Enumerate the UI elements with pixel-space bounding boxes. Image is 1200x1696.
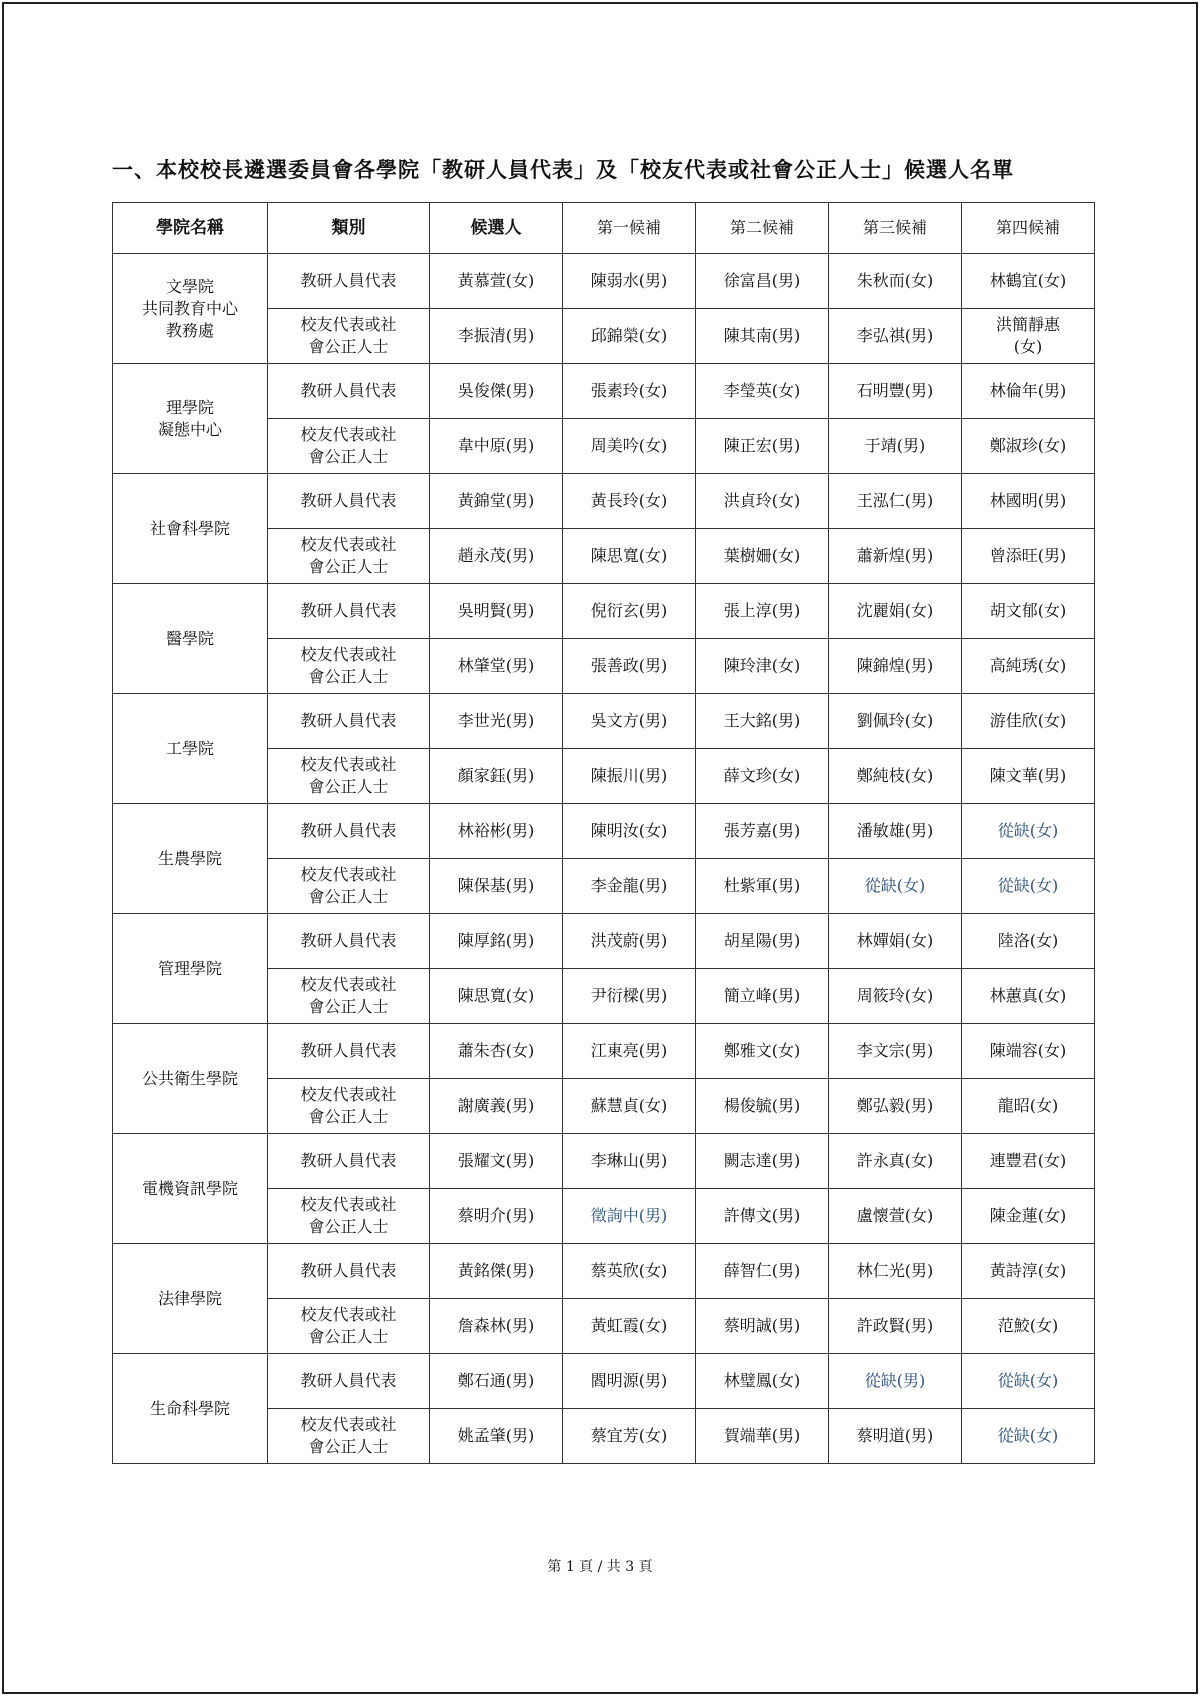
alternate-cell-2: 鄭雅文(女) — [696, 1024, 829, 1079]
alternate-cell-1: 陳振川(男) — [563, 749, 696, 804]
candidate-cell: 陳厚銘(男) — [430, 914, 563, 969]
category-alumni: 校友代表或社 會公正人士 — [268, 1189, 430, 1244]
college-name: 醫學院 — [113, 584, 268, 694]
table-row — [113, 1354, 1095, 1409]
alternate-cell-3: 劉佩玲(女) — [829, 694, 962, 749]
alternate-cell-4: 從缺(女) — [962, 1409, 1095, 1464]
alternate-cell-4: 陸洛(女) — [962, 914, 1095, 969]
category-faculty: 教研人員代表 — [268, 804, 430, 859]
alternate-cell-4: 林國明(男) — [962, 474, 1095, 529]
category-faculty: 教研人員代表 — [268, 1024, 430, 1079]
category-alumni: 校友代表或社 會公正人士 — [268, 969, 430, 1024]
table-row — [113, 474, 1095, 529]
alternate-cell-4: 從缺(女) — [962, 1354, 1095, 1409]
alternate-cell-3: 從缺(女) — [829, 859, 962, 914]
candidate-cell: 顏家鈺(男) — [430, 749, 563, 804]
college-name: 社會科學院 — [113, 474, 268, 584]
alternate-cell-4: 林倫年(男) — [962, 364, 1095, 419]
alternate-cell-2: 賀端華(男) — [696, 1409, 829, 1464]
alternate-cell-2: 葉樹姍(女) — [696, 529, 829, 584]
alternate-cell-3: 林仁光(男) — [829, 1244, 962, 1299]
alternate-cell-4: 陳文華(男) — [962, 749, 1095, 804]
alternate-cell-2: 陳玲津(女) — [696, 639, 829, 694]
alternate-cell-4: 鄭淑珍(女) — [962, 419, 1095, 474]
alternate-cell-3: 周筱玲(女) — [829, 969, 962, 1024]
candidate-cell: 鄭石通(男) — [430, 1354, 563, 1409]
alternate-cell-3: 潘敏雄(男) — [829, 804, 962, 859]
alternate-cell-1: 李琳山(男) — [563, 1134, 696, 1189]
alternate-cell-2: 闕志達(男) — [696, 1134, 829, 1189]
alternate-cell-1: 倪衍玄(男) — [563, 584, 696, 639]
alternate-cell-4: 黃詩淳(女) — [962, 1244, 1095, 1299]
category-alumni: 校友代表或社 會公正人士 — [268, 1409, 430, 1464]
table-row — [113, 364, 1095, 419]
alternate-cell-2: 蔡明誠(男) — [696, 1299, 829, 1354]
alternate-cell-1: 陳弱水(男) — [563, 254, 696, 309]
category-faculty: 教研人員代表 — [268, 914, 430, 969]
table-row — [113, 254, 1095, 309]
alternate-cell-4: 范鮫(女) — [962, 1299, 1095, 1354]
alternate-cell-2: 張上淳(男) — [696, 584, 829, 639]
college-name: 文學院 共同教育中心 教務處 — [113, 254, 268, 364]
alternate-cell-2: 徐富昌(男) — [696, 254, 829, 309]
candidate-cell: 黃慕萱(女) — [430, 254, 563, 309]
alternate-cell-1: 蔡英欣(女) — [563, 1244, 696, 1299]
candidate-cell: 張耀文(男) — [430, 1134, 563, 1189]
candidate-cell: 陳保基(男) — [430, 859, 563, 914]
alternate-cell-2: 簡立峰(男) — [696, 969, 829, 1024]
alternate-cell-1: 黃長玲(女) — [563, 474, 696, 529]
candidate-cell: 趙永茂(男) — [430, 529, 563, 584]
category-alumni: 校友代表或社 會公正人士 — [268, 859, 430, 914]
category-alumni: 校友代表或社 會公正人士 — [268, 1299, 430, 1354]
alternate-cell-4: 從缺(女) — [962, 859, 1095, 914]
alternate-cell-1: 洪茂蔚(男) — [563, 914, 696, 969]
candidate-cell: 吳明賢(男) — [430, 584, 563, 639]
category-faculty: 教研人員代表 — [268, 1134, 430, 1189]
alternate-cell-3: 許政賢(男) — [829, 1299, 962, 1354]
alternate-cell-3: 鄭純枝(女) — [829, 749, 962, 804]
alternate-cell-4: 從缺(女) — [962, 804, 1095, 859]
alternate-cell-1: 黃虹霞(女) — [563, 1299, 696, 1354]
candidate-table — [112, 202, 1095, 1464]
alternate-cell-4: 林蕙真(女) — [962, 969, 1095, 1024]
alternate-cell-3: 陳錦煌(男) — [829, 639, 962, 694]
alternate-cell-1: 陳明汝(女) — [563, 804, 696, 859]
table-row — [113, 1134, 1095, 1189]
college-name: 電機資訊學院 — [113, 1134, 268, 1244]
header-category: 類別 — [268, 203, 430, 254]
alternate-cell-3: 石明豐(男) — [829, 364, 962, 419]
alternate-cell-1: 陳思寬(女) — [563, 529, 696, 584]
table-row — [113, 1244, 1095, 1299]
category-alumni: 校友代表或社 會公正人士 — [268, 529, 430, 584]
alternate-cell-3: 許永真(女) — [829, 1134, 962, 1189]
college-name: 法律學院 — [113, 1244, 268, 1354]
category-alumni: 校友代表或社 會公正人士 — [268, 419, 430, 474]
alternate-cell-1: 江東亮(男) — [563, 1024, 696, 1079]
alternate-cell-3: 李弘祺(男) — [829, 309, 962, 364]
alternate-cell-4: 陳端容(女) — [962, 1024, 1095, 1079]
category-faculty: 教研人員代表 — [268, 584, 430, 639]
candidate-cell: 李世光(男) — [430, 694, 563, 749]
page-footer: 第 1 頁 / 共 3 頁 — [547, 1559, 653, 1575]
candidate-cell: 陳思寬(女) — [430, 969, 563, 1024]
candidate-cell: 吳俊傑(男) — [430, 364, 563, 419]
alternate-cell-1: 吳文方(男) — [563, 694, 696, 749]
category-alumni: 校友代表或社 會公正人士 — [268, 1079, 430, 1134]
alternate-cell-2: 陳正宏(男) — [696, 419, 829, 474]
alternate-cell-2: 陳其南(男) — [696, 309, 829, 364]
alternate-cell-3: 蕭新煌(男) — [829, 529, 962, 584]
alternate-cell-3: 朱秋而(女) — [829, 254, 962, 309]
header-alternate-3: 第三候補 — [829, 203, 962, 254]
alternate-cell-1: 蔡宜芳(女) — [563, 1409, 696, 1464]
candidate-cell: 詹森林(男) — [430, 1299, 563, 1354]
header-alternate-4: 第四候補 — [962, 203, 1095, 254]
candidate-cell: 李振清(男) — [430, 309, 563, 364]
alternate-cell-4: 龍昭(女) — [962, 1079, 1095, 1134]
category-faculty: 教研人員代表 — [268, 364, 430, 419]
alternate-cell-3: 林嬋娟(女) — [829, 914, 962, 969]
alternate-cell-3: 盧懷萱(女) — [829, 1189, 962, 1244]
table-header-row — [113, 203, 1095, 254]
header-alternate-2: 第二候補 — [696, 203, 829, 254]
alternate-cell-3: 王泓仁(男) — [829, 474, 962, 529]
alternate-cell-3: 沈麗娟(女) — [829, 584, 962, 639]
alternate-cell-4: 胡文郁(女) — [962, 584, 1095, 639]
alternate-cell-1: 張素玲(女) — [563, 364, 696, 419]
alternate-cell-1: 邱錦榮(女) — [563, 309, 696, 364]
category-alumni: 校友代表或社 會公正人士 — [268, 749, 430, 804]
category-faculty: 教研人員代表 — [268, 694, 430, 749]
alternate-cell-3: 從缺(男) — [829, 1354, 962, 1409]
candidate-cell: 林裕彬(男) — [430, 804, 563, 859]
alternate-cell-4: 連豐君(女) — [962, 1134, 1095, 1189]
college-name: 生命科學院 — [113, 1354, 268, 1464]
alternate-cell-3: 蔡明道(男) — [829, 1409, 962, 1464]
alternate-cell-4: 陳金蓮(女) — [962, 1189, 1095, 1244]
alternate-cell-2: 洪貞玲(女) — [696, 474, 829, 529]
table-body — [113, 254, 1095, 1464]
college-name: 生農學院 — [113, 804, 268, 914]
candidate-cell: 蔡明介(男) — [430, 1189, 563, 1244]
alternate-cell-1: 周美吟(女) — [563, 419, 696, 474]
candidate-cell: 韋中原(男) — [430, 419, 563, 474]
alternate-cell-1: 徵詢中(男) — [563, 1189, 696, 1244]
table-row — [113, 804, 1095, 859]
alternate-cell-2: 杜紫軍(男) — [696, 859, 829, 914]
alternate-cell-3: 李文宗(男) — [829, 1024, 962, 1079]
category-alumni: 校友代表或社 會公正人士 — [268, 309, 430, 364]
table-row — [113, 694, 1095, 749]
college-name: 理學院 凝態中心 — [113, 364, 268, 474]
candidate-cell: 黃銘傑(男) — [430, 1244, 563, 1299]
alternate-cell-1: 尹衍樑(男) — [563, 969, 696, 1024]
alternate-cell-2: 張芳嘉(男) — [696, 804, 829, 859]
alternate-cell-1: 蘇慧貞(女) — [563, 1079, 696, 1134]
document-heading: 一、本校校長遴選委員會各學院「教研人員代表」及「校友代表或社會公正人士」候選人名單 — [112, 157, 1014, 182]
alternate-cell-4: 林鶴宜(女) — [962, 254, 1095, 309]
alternate-cell-2: 王大銘(男) — [696, 694, 829, 749]
category-faculty: 教研人員代表 — [268, 254, 430, 309]
table-row — [113, 1024, 1095, 1079]
candidate-cell: 黃錦堂(男) — [430, 474, 563, 529]
alternate-cell-4: 曾添旺(男) — [962, 529, 1095, 584]
candidate-cell: 謝廣義(男) — [430, 1079, 563, 1134]
alternate-cell-3: 于靖(男) — [829, 419, 962, 474]
header-alternate-1: 第一候補 — [563, 203, 696, 254]
header-candidate: 候選人 — [430, 203, 563, 254]
alternate-cell-1: 張善政(男) — [563, 639, 696, 694]
alternate-cell-1: 李金龍(男) — [563, 859, 696, 914]
alternate-cell-4: 高純琇(女) — [962, 639, 1095, 694]
alternate-cell-2: 李瑩英(女) — [696, 364, 829, 419]
alternate-cell-2: 胡星陽(男) — [696, 914, 829, 969]
college-name: 公共衛生學院 — [113, 1024, 268, 1134]
college-name: 工學院 — [113, 694, 268, 804]
document-page — [2, 2, 1198, 1694]
alternate-cell-2: 薛智仁(男) — [696, 1244, 829, 1299]
category-alumni: 校友代表或社 會公正人士 — [268, 639, 430, 694]
table-row — [113, 914, 1095, 969]
table-row — [113, 584, 1095, 639]
header-college: 學院名稱 — [113, 203, 268, 254]
candidate-cell: 林肇堂(男) — [430, 639, 563, 694]
alternate-cell-4: 游佳欣(女) — [962, 694, 1095, 749]
candidate-cell: 蕭朱杏(女) — [430, 1024, 563, 1079]
alternate-cell-2: 林璧鳳(女) — [696, 1354, 829, 1409]
candidate-cell: 姚孟肇(男) — [430, 1409, 563, 1464]
college-name: 管理學院 — [113, 914, 268, 1024]
alternate-cell-1: 閻明源(男) — [563, 1354, 696, 1409]
category-faculty: 教研人員代表 — [268, 1244, 430, 1299]
alternate-cell-4: 洪簡靜惠 (女) — [962, 309, 1095, 364]
alternate-cell-2: 薛文珍(女) — [696, 749, 829, 804]
alternate-cell-3: 鄭弘毅(男) — [829, 1079, 962, 1134]
category-faculty: 教研人員代表 — [268, 474, 430, 529]
alternate-cell-2: 許傳文(男) — [696, 1189, 829, 1244]
category-faculty: 教研人員代表 — [268, 1354, 430, 1409]
alternate-cell-2: 楊俊毓(男) — [696, 1079, 829, 1134]
